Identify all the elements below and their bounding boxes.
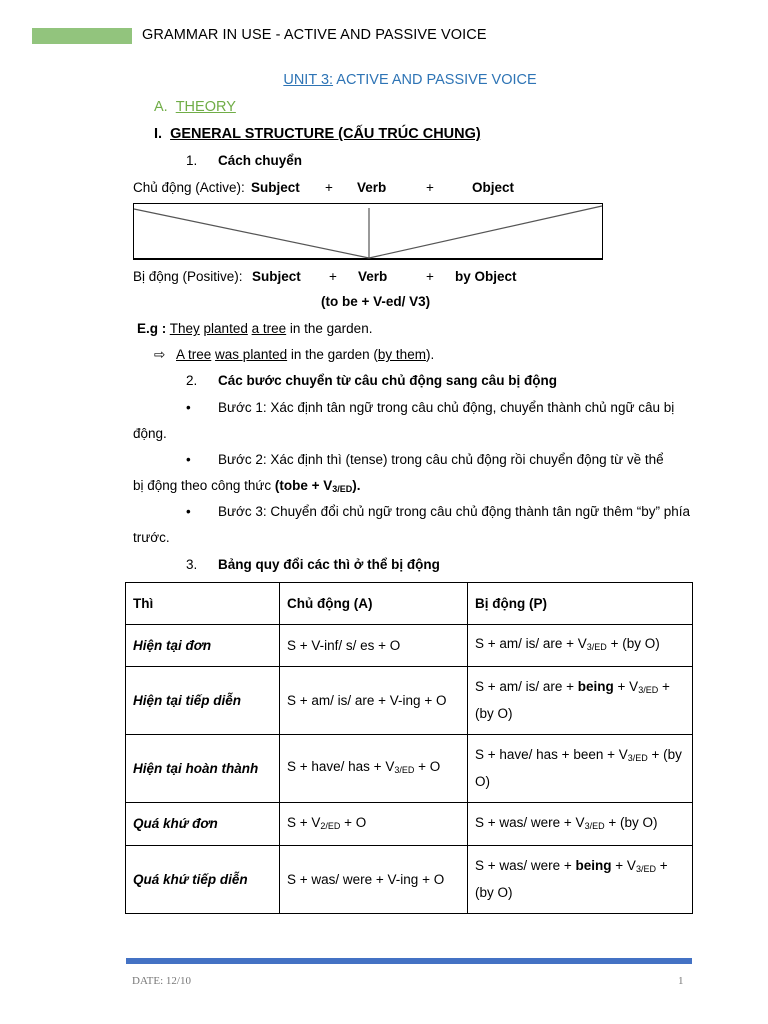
table-cell-active: S + am/ is/ are + V-ing + O: [280, 667, 468, 735]
bullet-2-formula: (tobe + V: [274, 478, 333, 493]
section-label: GENERAL STRUCTURE (CẤU TRÚC CHUNG): [170, 126, 481, 142]
bullet-3-dot: •: [186, 504, 191, 519]
table-cell-passive: S + was/ were + being + $V_{3/ED} + (by$ O): [468, 846, 693, 914]
step3-label: Bảng quy đổi các thì ở thể bị động: [218, 557, 440, 572]
arrow-object-line: [369, 206, 602, 258]
step2-number: 2.: [186, 373, 198, 388]
bullet-1-line1: Bước 1: Xác định tân ngữ trong câu chủ động, chuyển thành chủ ngữ câu bị: [218, 400, 675, 415]
table-header-row: [126, 583, 693, 625]
table-cell-passive: S + am/ is/ are + being + $V_{3/ED} + (by$ O): [468, 667, 693, 735]
example-p-by-them: by them: [377, 347, 426, 362]
table-cell-active: S + was/ were + V-ing + O: [280, 846, 468, 914]
unit-label: UNIT 3:: [283, 72, 334, 88]
passive-formula-prefix: Bị động (Positive):: [133, 269, 243, 284]
table-cell-tense: Quá khứ tiếp diễn: [126, 846, 280, 914]
active-plus2: +: [426, 180, 434, 195]
conversion-diagram: [133, 203, 603, 260]
unit-name: ACTIVE AND PASSIVE VOICE: [333, 72, 537, 88]
theory-heading: [154, 99, 236, 115]
footer-accent-bar: [126, 958, 692, 964]
theory-letter: A.: [154, 99, 168, 115]
conversion-arrows: [133, 203, 603, 260]
example-p-was-planted: was planted: [215, 347, 288, 362]
example-a-tree: a tree: [251, 321, 287, 336]
step3-number: 3.: [186, 557, 198, 572]
step2-label: Các bước chuyển từ câu chủ động sang câu bị động: [218, 373, 557, 388]
bullet-3-line1: Bước 3: Chuyển đổi chủ ngữ trong câu chủ động thành tân ngữ thêm “by” phía: [218, 504, 691, 519]
table-cell-tense: Hiện tại đơn: [126, 625, 280, 667]
step1-label: Cách chuyển: [218, 153, 303, 168]
unit-title: [0, 72, 768, 88]
table-row: [126, 667, 693, 735]
active-plus1: +: [325, 180, 333, 195]
section-general-structure: [154, 126, 481, 142]
arrow-subject-line: [134, 209, 369, 258]
passive-object: by Object: [455, 269, 517, 284]
active-object: Object: [472, 180, 515, 195]
table-header-active: Chủ động (A): [280, 583, 468, 625]
table-row: [126, 803, 693, 846]
example-planted: planted: [203, 321, 248, 336]
example-label: E.g :: [137, 321, 167, 336]
example-passive-sentence: [176, 347, 434, 362]
table-cell-passive: S + was/ were + $V_{3/ED} + (by$ O): [468, 803, 693, 846]
bullet-2-formula-end: ).: [352, 478, 361, 493]
bullet-3-line2: trước.: [133, 530, 170, 545]
table-cell-tense: Hiện tại tiếp diễn: [126, 667, 280, 735]
example-rest: in the garden.: [286, 321, 373, 336]
table-cell-passive: S + have/ has + been + $V_{3/ED} + (by$ O): [468, 735, 693, 803]
bullet-2-dot: •: [186, 452, 191, 467]
bullet-2-formula-sub: 3/ED: [332, 484, 353, 494]
active-subject: Subject: [251, 180, 300, 195]
bullet-1-dot: •: [186, 400, 191, 415]
bullet-2-line2-pre: bị động theo công thức: [133, 478, 275, 493]
passive-subject: Subject: [252, 269, 301, 284]
page-number: 1: [678, 975, 684, 987]
example-arrow-icon: ⇨: [154, 347, 166, 362]
example-p-end: ).: [425, 347, 435, 362]
table-cell-tense: Hiện tại hoàn thành: [126, 735, 280, 803]
table-row: [126, 625, 693, 667]
table-header-passive: Bị động (P): [468, 583, 693, 625]
example-p-mid: in the garden (: [287, 347, 378, 362]
table-cell-tense: Quá khứ đơn: [126, 803, 280, 846]
section-numeral: I.: [154, 126, 163, 142]
table-row: [126, 846, 693, 914]
example-sentence: [137, 321, 372, 336]
tense-conversion-table: [125, 582, 693, 914]
table-cell-active: S + V-inf/ s/ es + O: [280, 625, 468, 667]
header-accent-bar: [32, 28, 132, 44]
passive-plus1: +: [329, 269, 337, 284]
passive-note: (to be + V-ed/ V3): [321, 294, 431, 309]
passive-plus2: +: [426, 269, 434, 284]
table-row: [126, 735, 693, 803]
table-cell-passive: S + am/ is/ are + $V_{3/ED} + (by$ O): [468, 625, 693, 667]
bullet-2-line2: [133, 478, 361, 494]
active-formula-prefix: Chủ động (Active):: [133, 180, 245, 195]
table-header-tense: Thì: [126, 583, 280, 625]
table-cell-active: S + have/ has + $V_{3/ED} + O$: [280, 735, 468, 803]
active-verb: Verb: [357, 180, 387, 195]
header-title: GRAMMAR IN USE - ACTIVE AND PASSIVE VOICE: [142, 27, 487, 43]
bullet-2-line1: Bước 2: Xác định thì (tense) trong câu chủ động rồi chuyển động từ về thể: [218, 452, 664, 467]
example-they: They: [169, 321, 200, 336]
table-cell-active: $S + V_{2/ED} + O$: [280, 803, 468, 846]
example-p-a-tree: A tree: [176, 347, 212, 362]
step1-number: 1.: [186, 153, 198, 168]
passive-verb: Verb: [358, 269, 388, 284]
footer-date: DATE: 12/10: [132, 975, 191, 987]
theory-label: THEORY: [175, 99, 236, 115]
bullet-1-line2: động.: [133, 426, 167, 441]
